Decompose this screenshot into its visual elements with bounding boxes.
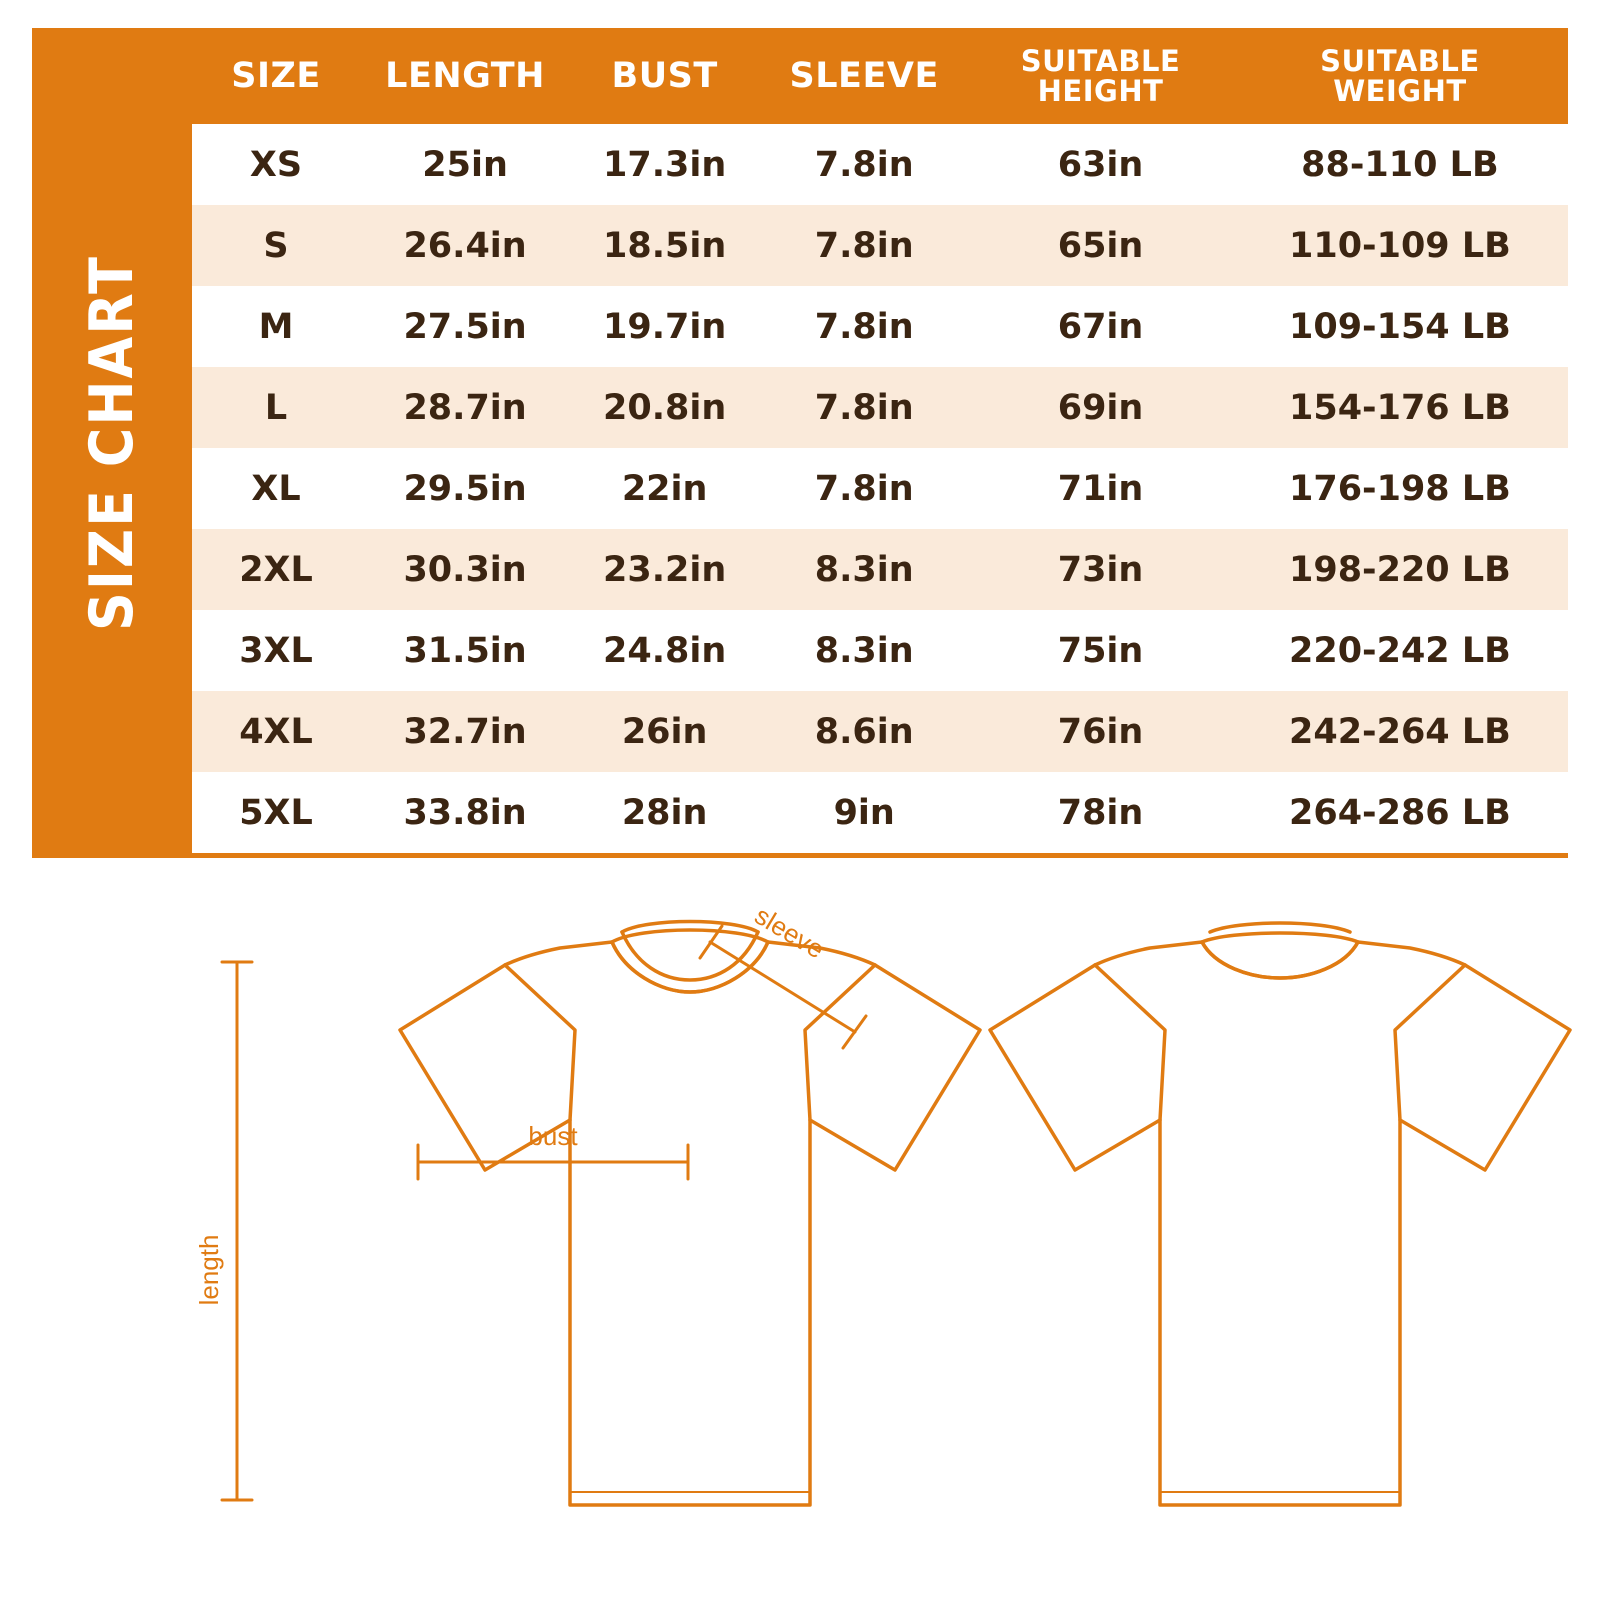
cell-size: M <box>192 286 360 367</box>
cell-bust: 28in <box>570 772 759 853</box>
cell-length: 26.4in <box>360 205 570 286</box>
cell-sleeve: 7.8in <box>759 448 969 529</box>
size-table-wrapper <box>192 28 1568 858</box>
column-header-bust: BUST <box>611 55 718 96</box>
measurement-diagram <box>0 880 1600 1580</box>
cell-size: XL <box>192 448 360 529</box>
cell-weight: 110-109 LB <box>1232 205 1568 286</box>
cell-sleeve: 7.8in <box>759 286 969 367</box>
cell-sleeve: 7.8in <box>759 124 969 205</box>
table-row <box>192 367 1568 448</box>
cell-length: 25in <box>360 124 570 205</box>
size-chart-block <box>32 28 1568 858</box>
table-row <box>192 205 1568 286</box>
cell-sleeve: 7.8in <box>759 367 969 448</box>
table-row <box>192 691 1568 772</box>
cell-sleeve: 9in <box>759 772 969 853</box>
cell-weight: 264-286 LB <box>1232 772 1568 853</box>
cell-size: 4XL <box>192 691 360 772</box>
table-row <box>192 610 1568 691</box>
sleeve-label: sleeve <box>749 900 830 965</box>
cell-length: 28.7in <box>360 367 570 448</box>
column-header-length: LENGTH <box>385 55 545 96</box>
table-row <box>192 772 1568 853</box>
cell-height: 67in <box>969 286 1232 367</box>
cell-bust: 23.2in <box>570 529 759 610</box>
cell-size: L <box>192 367 360 448</box>
cell-sleeve: 7.8in <box>759 205 969 286</box>
column-header-size: SIZE <box>231 55 321 96</box>
cell-weight: 109-154 LB <box>1232 286 1568 367</box>
page-title: SIZE CHART <box>77 254 147 632</box>
tshirt-front-outline <box>400 922 980 1506</box>
bust-label: bust <box>528 1121 578 1151</box>
cell-sleeve: 8.3in <box>759 529 969 610</box>
size-chart-title-column <box>32 28 192 858</box>
table-header-row <box>192 28 1568 124</box>
cell-height: 75in <box>969 610 1232 691</box>
cell-bust: 24.8in <box>570 610 759 691</box>
column-header-suitable-weight <box>1232 28 1568 124</box>
length-label: length <box>194 1234 224 1306</box>
cell-weight: 198-220 LB <box>1232 529 1568 610</box>
cell-size: 5XL <box>192 772 360 853</box>
cell-height: 71in <box>969 448 1232 529</box>
cell-weight: 88-110 LB <box>1232 124 1568 205</box>
cell-bust: 22in <box>570 448 759 529</box>
size-table <box>192 28 1568 853</box>
cell-sleeve: 8.6in <box>759 691 969 772</box>
cell-weight: 176-198 LB <box>1232 448 1568 529</box>
column-header-suitable-height-line2: HEIGHT <box>1037 74 1164 108</box>
table-row <box>192 124 1568 205</box>
cell-size: 3XL <box>192 610 360 691</box>
table-row <box>192 448 1568 529</box>
cell-length: 27.5in <box>360 286 570 367</box>
cell-weight: 154-176 LB <box>1232 367 1568 448</box>
cell-weight: 220-242 LB <box>1232 610 1568 691</box>
column-header-suitable-height <box>969 28 1232 124</box>
size-table-header <box>192 28 1568 124</box>
column-header-suitable-weight-line2: WEIGHT <box>1333 74 1467 108</box>
cell-bust: 26in <box>570 691 759 772</box>
cell-length: 33.8in <box>360 772 570 853</box>
cell-height: 65in <box>969 205 1232 286</box>
tshirt-back-outline <box>990 923 1570 1505</box>
cell-height: 73in <box>969 529 1232 610</box>
cell-size: 2XL <box>192 529 360 610</box>
cell-bust: 17.3in <box>570 124 759 205</box>
column-header-sleeve: SLEEVE <box>789 55 939 96</box>
cell-sleeve: 8.3in <box>759 610 969 691</box>
column-header-suitable-weight-line1: SUITABLE <box>1320 43 1480 78</box>
cell-length: 30.3in <box>360 529 570 610</box>
cell-size: S <box>192 205 360 286</box>
cell-weight: 242-264 LB <box>1232 691 1568 772</box>
table-row <box>192 529 1568 610</box>
column-header-suitable-height-line1: SUITABLE <box>1020 43 1181 78</box>
cell-height: 76in <box>969 691 1232 772</box>
cell-bust: 18.5in <box>570 205 759 286</box>
cell-height: 63in <box>969 124 1232 205</box>
table-row <box>192 286 1568 367</box>
cell-bust: 19.7in <box>570 286 759 367</box>
cell-height: 69in <box>969 367 1232 448</box>
cell-length: 31.5in <box>360 610 570 691</box>
cell-size: XS <box>192 124 360 205</box>
length-dimension <box>222 962 252 1500</box>
cell-bust: 20.8in <box>570 367 759 448</box>
cell-length: 29.5in <box>360 448 570 529</box>
size-table-body <box>192 124 1568 853</box>
cell-height: 78in <box>969 772 1232 853</box>
cell-length: 32.7in <box>360 691 570 772</box>
